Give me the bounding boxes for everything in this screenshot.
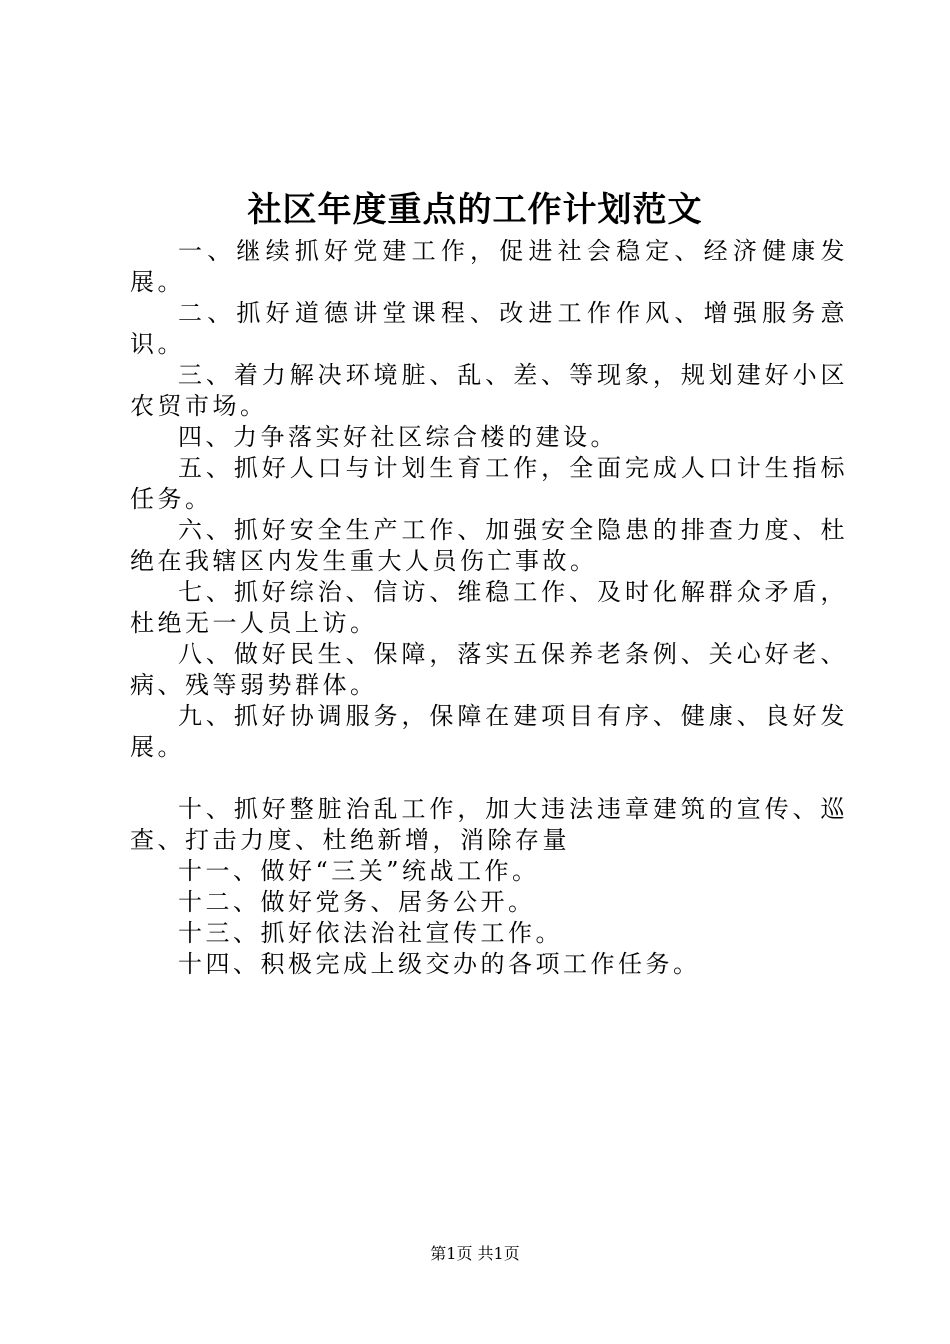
paragraph-12: 十二、做好党务、居务公开。 [178,888,536,916]
paragraph-8: 八、做好民生、保障，落实五保养老条例、关心好老、病、残等弱势群体。 [130,640,848,699]
paragraph-3: 三、着力解决环境脏、乱、差、等现象，规划建好小区农贸市场。 [130,361,848,420]
paragraph-9: 九、抓好协调服务，保障在建项目有序、健康、良好发展。 [130,702,848,761]
paragraph-14: 十四、积极完成上级交办的各项工作任务。 [178,950,701,978]
document-title: 社区年度重点的工作计划范文 [247,190,703,230]
document-body [130,236,848,980]
paragraph-5: 五、抓好人口与计划生育工作，全面完成人口计生指标任务。 [130,454,848,513]
paragraph-6: 六、抓好安全生产工作、加强安全隐患的排查力度、杜绝在我辖区内发生重大人员伤亡事故。 [130,516,848,575]
paragraph-2: 二、抓好道德讲堂课程、改进工作作风、增强服务意识。 [130,299,848,358]
paragraph-13: 十三、抓好依法治社宣传工作。 [178,919,563,947]
page-footer: 第1页 共1页 [430,1244,520,1263]
paragraph-1: 一、继续抓好党建工作，促进社会稳定、经济健康发展。 [130,237,848,296]
paragraph-7: 七、抓好综治、信访、维稳工作、及时化解群众矛盾，杜绝无一人员上访。 [130,578,848,637]
paragraph-10: 十、抓好整脏治乱工作，加大违法违章建筑的宣传、巡查、打击力度、杜绝新增，消除存量 [130,795,848,854]
paragraph-4: 四、力争落实好社区综合楼的建设。 [178,423,618,451]
paragraph-11: 十一、做好“三关”统战工作。 [178,857,540,885]
